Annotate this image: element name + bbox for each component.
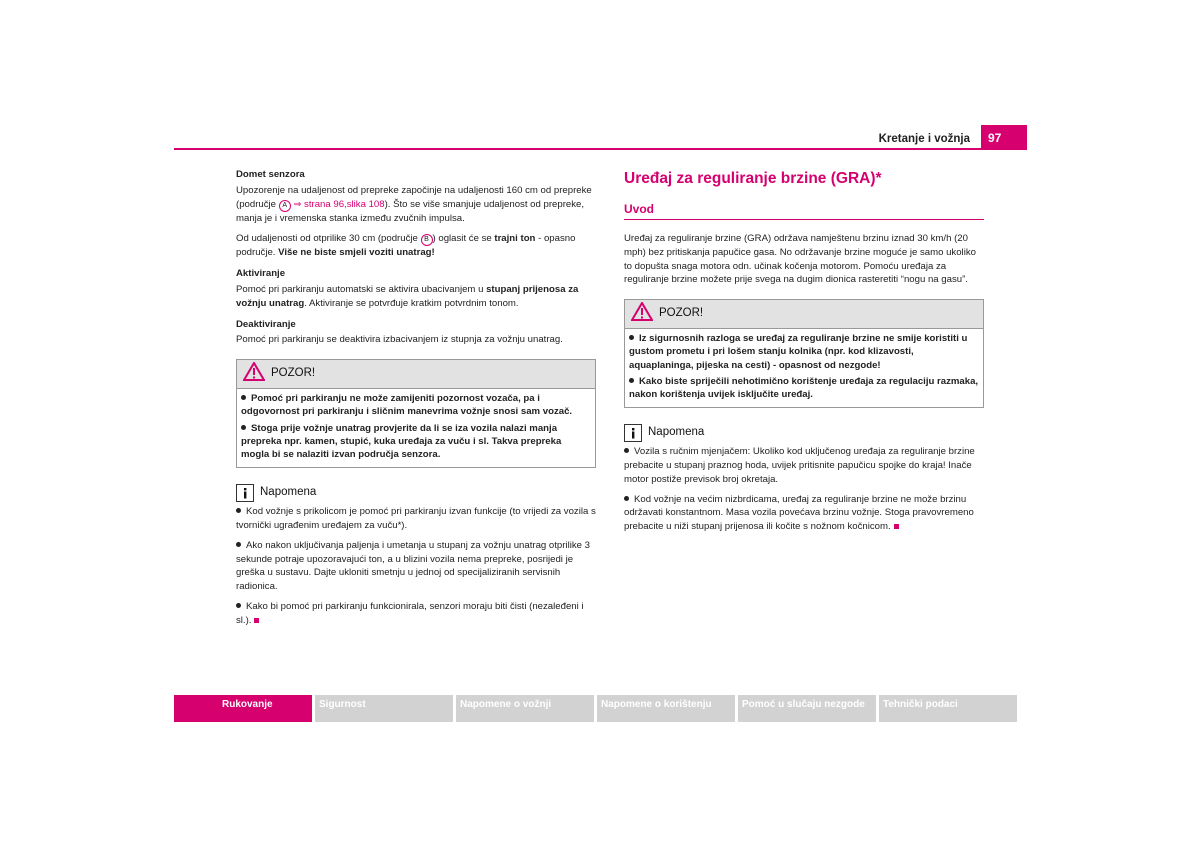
zone-b-marker: B: [421, 234, 433, 246]
note-item: [624, 445, 984, 486]
note-item-text: Kod vožnje na većim nizbrdicama, uređaj za reguliranje brzine ne može brzinu održavati konstantnom. Masa vozila povećava brzinu vožnje. Stoga pravovremeno prebacite u niži stupanj prijenosa ili kočite s nožnom kočnicom.: [624, 493, 974, 533]
warning-item-text: Iz sigurnosnih razloga se uređaj za reguliranje brzine ne smije koristiti u gustom prometu i pri lošem stanju kolnika (npr. kod klizavosti, aquaplaninga, pijeska na cesti) - opasnost od nezgode!: [629, 333, 968, 371]
bullet-icon: [629, 335, 634, 340]
bullet-icon: [236, 603, 241, 608]
note-item: [236, 505, 596, 533]
warning-item-text: Stoga prije vožnje unatrag provjerite da li se iza vozila nalazi manja prepreka npr. kamen, stupić, kuka uređaja za vuču i sl. Takva prepreka mogla bi se nalaziti izvan područja senzora.: [241, 422, 562, 460]
domet-p1-text-b: ). Što se više smanjuje udaljenost od prepreke, manja je i vremenska stanka između zvučnih impulsa.: [236, 198, 585, 224]
note-item: [236, 600, 596, 628]
bullet-icon: [241, 395, 246, 400]
akt-text-b: . Aktiviranje se potvrđuje kratkim potvrdnim tonom.: [304, 297, 519, 309]
section-end-marker: [894, 524, 899, 529]
section-subtitle: Uvod: [624, 202, 984, 220]
deaktiviranje-heading: Deaktiviranje: [236, 318, 296, 330]
domet-p2-bold-1: trajni ton: [494, 233, 536, 245]
note-item: [236, 539, 596, 594]
warning-label: POZOR!: [271, 367, 316, 380]
nav-tab-tehnicki-podaci[interactable]: Tehnički podaci: [879, 695, 1017, 722]
aktiviranje-heading: Aktiviranje: [236, 268, 286, 280]
bullet-icon: [236, 542, 241, 547]
note-item-text: Ako nakon uključivanja paljenja i umetanja u stupanj za vožnju unatrag otprilike 3 sekunde potraje upozoravajući ton, a u blizini vozila nema prepreke, posrijedi je greška u sustavu. Dajte ukloniti smetnju u jednoj od specijaliziranih servisnih radionica.: [236, 539, 590, 593]
bullet-icon: [624, 496, 629, 501]
domet-p1-text-a: Upozorenje na udaljenost od prepreke započinje na udaljenosti 160 cm od prepreke (područje: [236, 184, 592, 210]
nav-tab-sigurnost[interactable]: Sigurnost: [315, 695, 453, 722]
warning-header: [237, 360, 595, 389]
note-item: [624, 493, 984, 534]
domet-paragraph-2: [236, 232, 596, 260]
aktiviranje-paragraph: [236, 283, 596, 311]
nav-tab-pomoc-u-slucaju-nezgode[interactable]: Pomoć u slučaju nezgode: [738, 695, 876, 722]
note-label: Napomena: [260, 486, 317, 499]
bullet-icon: [241, 425, 246, 430]
note-item-text: Vozila s ručnim mjenjačem: Ukoliko kod uključenog uređaja za reguliranje brzine prebacite u stupanj praznog hoda, uvijek pritisnite papučicu spojke do kraja! Inače motor postiže previsok broj okretaja.: [624, 446, 975, 485]
warning-body: [237, 389, 595, 467]
info-note-icon: [624, 424, 642, 442]
domet-p2-text-b: ) oglasit će se: [432, 233, 495, 245]
section-end-marker: [254, 618, 259, 623]
warning-triangle-icon: [243, 362, 265, 386]
note-label: Napomena: [648, 426, 705, 439]
akt-text-a: Pomoć pri parkiranju automatski se aktivira ubacivanjem u: [236, 283, 487, 295]
warning-item-text: Kako biste spriječili nehotimično korištenje uređaja za regulaciju razmaka, nakon korištenja uvijek isključite uređaj.: [629, 375, 979, 400]
note-item-text: Kako bi pomoć pri parkiranju funkcionirala, senzori moraju biti čisti (nezaleđeni i sl.).: [236, 600, 584, 626]
intro-paragraph: Uređaj za reguliranje brzine (GRA) održava namještenu brzinu iznad 30 km/h (20 mph) bez pritiskanja papučice gasa. No održavanje brzine moguće je samo ukoliko to dopušta snaga motora odn. učinak kočenja motorom. Pomoću uređaja za reguliranje brzine možete prije svega na dugim dionica rasteretiti “nogu na gasu”.: [624, 233, 976, 286]
note-item-text: Kod vožnje s prikolicom je pomoć pri parkiranju izvan funkcije (to vrijedi za vozila s tvornički ugrađenim uređajem za vuču*).: [236, 506, 596, 531]
warning-item: [629, 332, 979, 372]
info-note-icon: [236, 484, 254, 502]
zone-a-marker: A: [279, 200, 291, 212]
domet-p2-bold-2: Više ne biste smjeli voziti unatrag!: [278, 247, 435, 259]
figure-reference-link[interactable]: ⇒ strana 96,slika 108: [293, 198, 385, 210]
running-header-title: Kretanje i vožnja: [878, 133, 970, 145]
akt-bold: stupanj prijenosa za vožnju unatrag: [236, 283, 579, 309]
domet-p2-text-c: - opasno područje.: [236, 233, 576, 259]
warning-box: [624, 299, 984, 408]
left-column: [236, 168, 596, 634]
domet-paragraph-1: [236, 184, 596, 226]
bullet-icon: [629, 378, 634, 383]
deaktiviranje-paragraph: Pomoć pri parkiranju se deaktivira izbacivanjem iz stupnja za vožnju unatrag.: [236, 334, 563, 346]
page-number: 97: [981, 125, 1027, 149]
nav-tab-napomene-o-koristenju[interactable]: Napomene o korištenju: [597, 695, 735, 722]
domet-heading: Domet senzora: [236, 169, 305, 180]
warning-item: [241, 392, 591, 418]
note-header: [236, 484, 596, 502]
section-title: Uređaj za reguliranje brzine (GRA)*: [624, 170, 882, 187]
nav-tab-napomene-o-voznji[interactable]: Napomene o vožnji: [456, 695, 594, 722]
warning-item: [241, 422, 591, 462]
bullet-icon: [236, 508, 241, 513]
chapter-navigation: [174, 695, 1027, 722]
warning-triangle-icon: [631, 302, 653, 326]
bullet-icon: [624, 448, 629, 453]
nav-tab-rukovanje[interactable]: Rukovanje: [174, 695, 312, 722]
warning-box: [236, 359, 596, 468]
header-rule: [174, 148, 1027, 150]
warning-label: POZOR!: [659, 307, 704, 320]
note-header: [624, 424, 984, 442]
right-column: [624, 168, 984, 540]
warning-body: [625, 329, 983, 407]
warning-item-text: Pomoć pri parkiranju ne može zamijeniti pozornost vozača, pa i odgovornost pri parkiranju i sličnim manevrima vožnje snosi sam vozač.: [241, 393, 573, 418]
domet-p2-text-a: Od udaljenosti od otprilike 30 cm (područje: [236, 233, 421, 245]
warning-header: [625, 300, 983, 329]
warning-item: [629, 375, 979, 401]
